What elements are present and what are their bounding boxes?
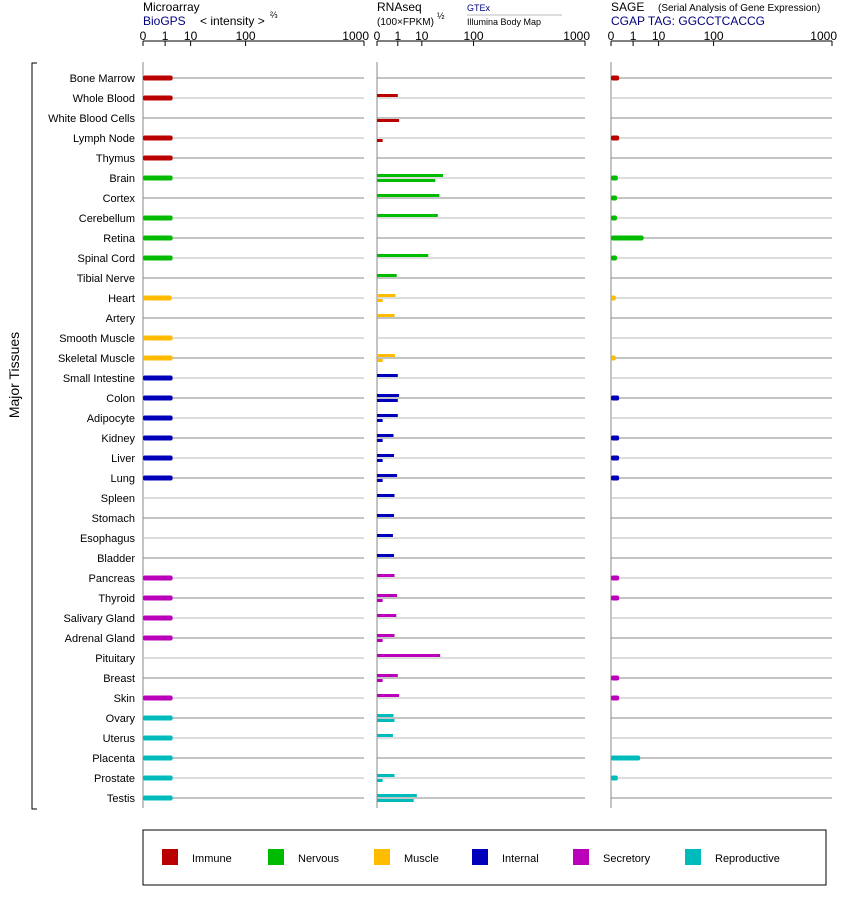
- legend-label-internal: Internal: [502, 853, 539, 865]
- tick-label: 1: [161, 29, 169, 43]
- microarray-bar: [143, 456, 173, 461]
- gtex-bar: [377, 294, 395, 297]
- tissue-label: Uterus: [102, 733, 135, 745]
- gtex-bar: [377, 774, 395, 777]
- gtex-bar: [377, 674, 398, 677]
- tick-label: 10: [415, 29, 429, 43]
- sage-bar: [611, 676, 619, 681]
- legend-label-nervous: Nervous: [298, 853, 339, 865]
- microarray-exponent: ⅔: [270, 10, 278, 20]
- ibm-bar: [377, 679, 383, 682]
- tick-label: 0: [139, 29, 147, 43]
- tissue-label: Smooth Muscle: [59, 333, 135, 345]
- microarray-bar: [143, 576, 173, 581]
- tissue-label: Prostate: [94, 773, 135, 785]
- ibm-bar: [377, 119, 399, 122]
- ibm-bar: [377, 779, 383, 782]
- tissue-label: Lymph Node: [73, 133, 135, 145]
- legend-swatch-reproductive: [685, 849, 701, 865]
- tissue-label: Bladder: [97, 553, 135, 565]
- microarray-bar: [143, 736, 173, 741]
- tissue-bracket: [32, 63, 37, 809]
- gtex-bar: [377, 534, 393, 537]
- ibm-bar: [377, 719, 395, 722]
- tissue-label: Spinal Cord: [77, 253, 135, 265]
- microarray-bar: [143, 136, 173, 141]
- tick-label: 1: [629, 29, 637, 43]
- tissue-label: Liver: [111, 453, 135, 465]
- gtex-bar: [377, 374, 398, 377]
- sage-bar: [611, 756, 640, 761]
- sage-bar: [611, 356, 616, 361]
- microarray-bar: [143, 616, 173, 621]
- tissue-label: Small Intestine: [62, 373, 135, 385]
- sage-bar: [611, 76, 619, 81]
- microarray-bar: [143, 236, 173, 241]
- tissue-label: Thymus: [95, 153, 135, 165]
- sage-title: SAGE: [611, 0, 645, 14]
- ibm-bar: [377, 799, 414, 802]
- tick-label: 100: [235, 29, 256, 43]
- legend-swatch-secretory: [573, 849, 589, 865]
- gtex-bar: [377, 174, 443, 177]
- ibm-bar: [377, 399, 398, 402]
- ibm-bar: [377, 299, 383, 302]
- gtex-bar: [377, 634, 395, 637]
- gtex-bar: [377, 434, 394, 437]
- tissue-label: Tibial Nerve: [76, 273, 135, 285]
- microarray-bar: [143, 776, 173, 781]
- ibm-bar: [377, 359, 383, 362]
- legend-swatch-nervous: [268, 849, 284, 865]
- microarray-bar: [143, 336, 173, 341]
- tissue-label: White Blood Cells: [48, 113, 135, 125]
- ibm-bar: [377, 599, 383, 602]
- ibm-bar: [377, 639, 383, 642]
- ibm-bar: [377, 419, 383, 422]
- microarray-bar: [143, 356, 173, 361]
- sage-bar: [611, 176, 618, 181]
- gtex-bar: [377, 734, 393, 737]
- sage-bar: [611, 476, 619, 481]
- tissue-label: Bone Marrow: [69, 73, 135, 85]
- microarray-bar: [143, 596, 173, 601]
- tissue-label: Salivary Gland: [63, 613, 135, 625]
- gtex-bar: [377, 654, 440, 657]
- gtex-bar: [377, 314, 395, 317]
- sage-bar: [611, 596, 619, 601]
- tissue-label: Artery: [105, 313, 135, 325]
- sage-bar: [611, 696, 619, 701]
- tissue-label: Kidney: [101, 433, 135, 445]
- gtex-bar: [377, 694, 399, 697]
- tissue-label: Heart: [108, 293, 135, 305]
- microarray-bar: [143, 216, 173, 221]
- tissue-label: Cerebellum: [78, 213, 135, 225]
- gtex-bar: [377, 394, 399, 397]
- sage-bar: [611, 216, 617, 221]
- tick-label: 1000: [810, 29, 837, 43]
- ibm-bar: [377, 439, 383, 442]
- microarray-title: Microarray: [143, 0, 200, 14]
- tissue-label: Pancreas: [88, 573, 135, 585]
- microarray-scale-label: < intensity >: [200, 14, 265, 28]
- sage-bar: [611, 576, 619, 581]
- microarray-bar: [143, 376, 173, 381]
- gtex-bar: [377, 614, 396, 617]
- tissue-label: Adipocyte: [86, 413, 135, 425]
- tissue-label: Retina: [103, 233, 135, 245]
- microarray-bar: [143, 476, 173, 481]
- tissue-label: Colon: [106, 393, 135, 405]
- sage-bar: [611, 436, 619, 441]
- tick-label: 0: [373, 29, 381, 43]
- tissue-label: Testis: [106, 793, 135, 805]
- tick-label: 1000: [563, 29, 590, 43]
- gtex-bar: [377, 594, 397, 597]
- microarray-bar: [143, 716, 173, 721]
- microarray-bar: [143, 756, 173, 761]
- microarray-bar: [143, 176, 173, 181]
- rnaseq-exponent: ½: [437, 11, 445, 21]
- microarray-bar: [143, 76, 173, 81]
- gtex-bar: [377, 94, 398, 97]
- legend-swatch-immune: [162, 849, 178, 865]
- ibm-bar: [377, 179, 435, 182]
- sage-bar: [611, 136, 619, 141]
- tissue-label: Breast: [103, 673, 135, 685]
- gtex-bar: [377, 794, 417, 797]
- tissue-label: Pituitary: [95, 653, 135, 665]
- tissue-label: Thyroid: [98, 593, 135, 605]
- tissue-label: Whole Blood: [72, 93, 135, 105]
- gtex-bar: [377, 454, 394, 457]
- gtex-bar: [377, 254, 428, 257]
- microarray-bar: [143, 636, 173, 641]
- gtex-bar: [377, 554, 394, 557]
- tissue-label: Skin: [113, 693, 135, 705]
- microarray-bar: [143, 696, 173, 701]
- ibm-label: Illumina Body Map: [467, 17, 542, 27]
- legend-label-secretory: Secretory: [603, 853, 651, 865]
- gtex-label: GTEx: [467, 3, 491, 13]
- tissue-label: Ovary: [105, 713, 135, 725]
- sage-tag: CGAP TAG: GGCCTCACCG: [611, 14, 766, 28]
- sage-bar: [611, 256, 617, 261]
- microarray-bar: [143, 96, 173, 101]
- sage-bar: [611, 396, 619, 401]
- y-axis-label: Major Tissues: [6, 331, 22, 419]
- tick-label: 10: [651, 29, 666, 43]
- tissue-label: Brain: [109, 173, 135, 185]
- gtex-bar: [377, 214, 438, 217]
- gtex-bar: [377, 194, 439, 197]
- microarray-bar: [143, 156, 173, 161]
- legend-swatch-muscle: [374, 849, 390, 865]
- sage-bar: [611, 236, 644, 241]
- tick-label: 0: [607, 29, 615, 43]
- sage-bar: [611, 456, 619, 461]
- tissue-label: Placenta: [92, 753, 135, 765]
- tissue-label: Adrenal Gland: [64, 633, 135, 645]
- tissue-label: Spleen: [100, 493, 135, 505]
- sage-subtitle: (Serial Analysis of Gene Expression): [658, 3, 821, 14]
- tick-label: 1: [394, 29, 402, 43]
- tick-label: 100: [703, 29, 724, 43]
- legend-swatch-internal: [472, 849, 488, 865]
- tissue-label: Lung: [110, 473, 135, 485]
- legend-label-immune: Immune: [192, 853, 232, 865]
- gtex-bar: [377, 574, 395, 577]
- sage-bar: [611, 296, 616, 301]
- tick-label: 10: [183, 29, 198, 43]
- microarray-bar: [143, 296, 172, 301]
- tick-label: 1000: [342, 29, 369, 43]
- ibm-bar: [377, 459, 383, 462]
- gtex-bar: [377, 494, 395, 497]
- tissue-label: Skeletal Muscle: [57, 353, 135, 365]
- microarray-bar: [143, 416, 173, 421]
- sage-bar: [611, 776, 618, 781]
- legend-label-reproductive: Reproductive: [715, 853, 780, 865]
- tissue-label: Cortex: [102, 193, 135, 205]
- gtex-bar: [377, 414, 398, 417]
- ibm-bar: [377, 479, 383, 482]
- microarray-source: BioGPS: [143, 14, 186, 28]
- sage-bar: [611, 196, 617, 201]
- gtex-bar: [377, 514, 394, 517]
- gtex-bar: [377, 274, 397, 277]
- tissue-label: Stomach: [91, 513, 135, 525]
- microarray-bar: [143, 796, 173, 801]
- legend-label-muscle: Muscle: [404, 853, 439, 865]
- gtex-bar: [377, 354, 395, 357]
- gtex-bar: [377, 714, 394, 717]
- tissue-label: Esophagus: [79, 533, 135, 545]
- rnaseq-title: RNAseq: [377, 0, 422, 14]
- ibm-bar: [377, 139, 383, 142]
- rnaseq-unit: (100×FPKM): [377, 17, 434, 28]
- gtex-bar: [377, 474, 397, 477]
- microarray-bar: [143, 396, 173, 401]
- tick-label: 100: [463, 29, 484, 43]
- microarray-bar: [143, 436, 173, 441]
- microarray-bar: [143, 256, 173, 261]
